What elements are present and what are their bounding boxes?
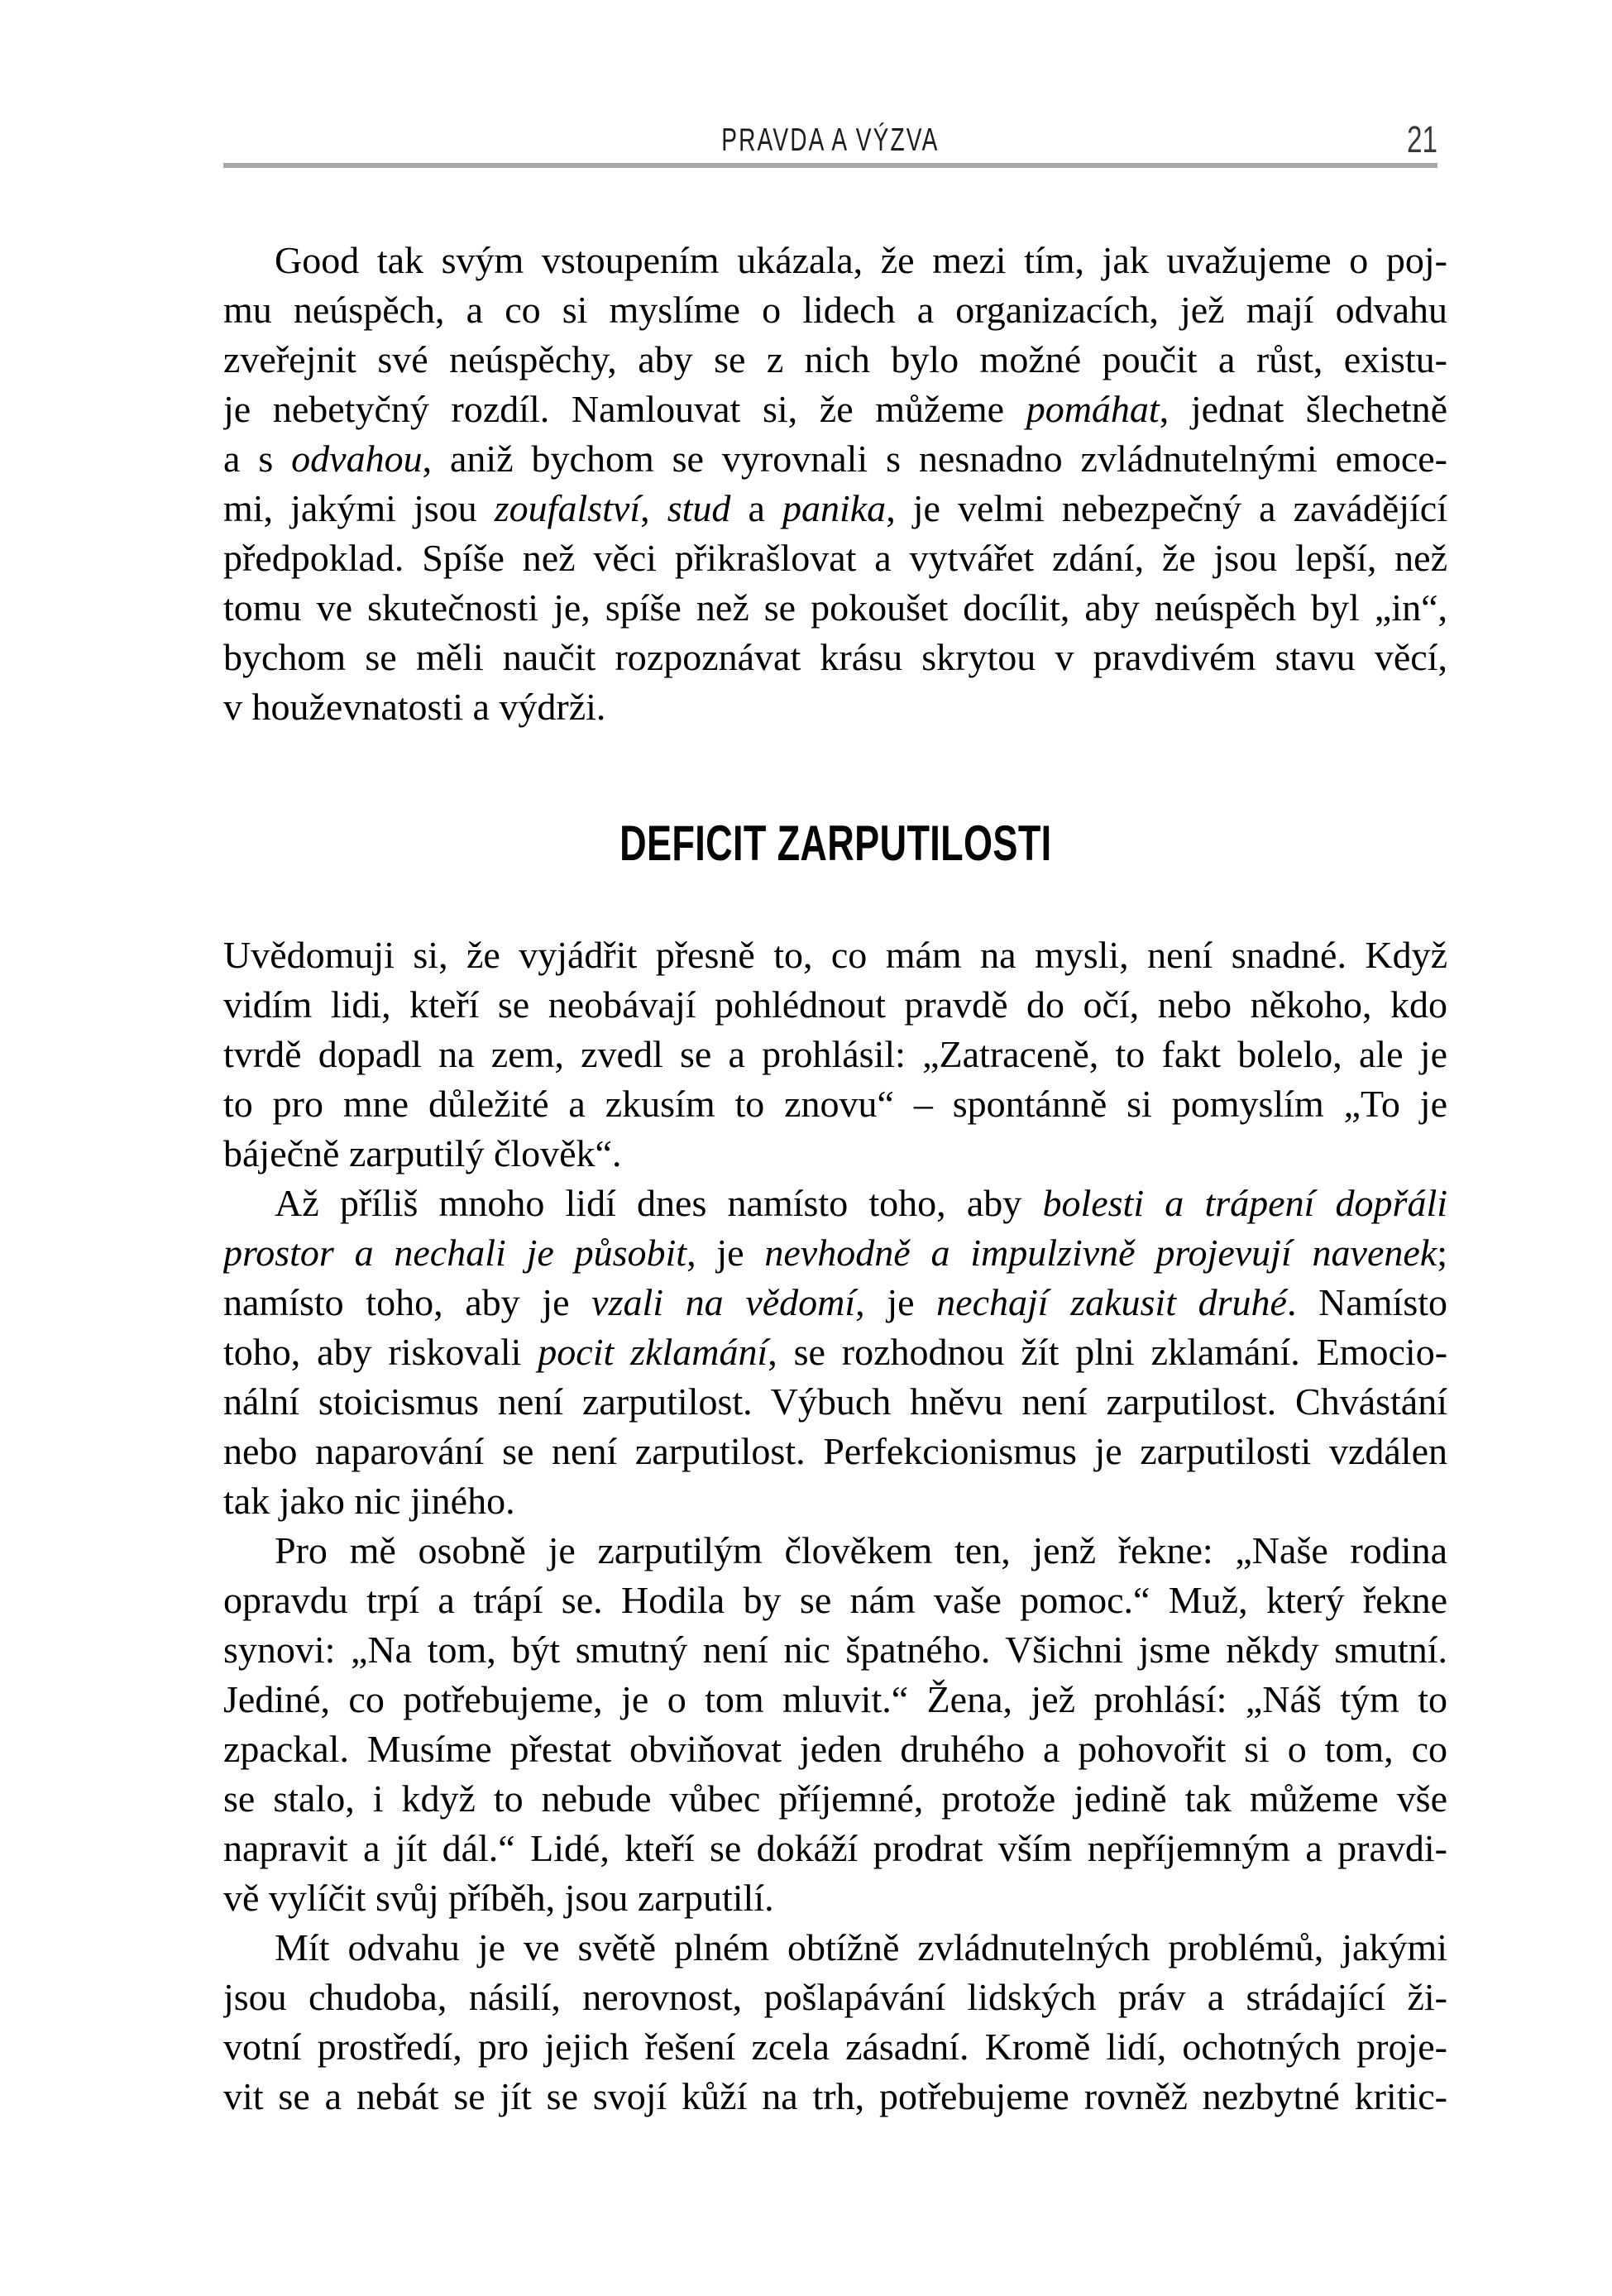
text-line: v houževnatosti a výdrži. — [223, 686, 606, 728]
text-line: napravit a jít dál.“ Lidé, kteří se dokáží prodrat vším nepříjemným a pravdi- — [223, 1827, 1447, 1869]
text-line: báječně zarputilý člověk“. — [223, 1132, 622, 1174]
text-line: a s odvahou, aniž bychom se vyrovnali s nesnadno zvládnutelnými emoce- — [223, 438, 1447, 480]
text-line: tak jako nic jiného. — [223, 1480, 515, 1522]
text-line: opravdu trpí a trápí se. Hodila by se nám vaše pomoc.“ Muž, který řekne — [223, 1579, 1447, 1621]
paragraph — [223, 236, 1447, 732]
text-line: votní prostředí, pro jejich řešení zcela zásadní. Kromě lidí, ochotných proje- — [223, 2026, 1447, 2068]
text-line: Až příliš mnoho lidí dnes namísto toho, aby bolesti a trápení dopřáli — [275, 1182, 1447, 1224]
paragraph — [223, 1526, 1447, 1923]
text-line: zpackal. Musíme přestat obviňovat jeden druhého a pohovořit si o tom, co — [223, 1728, 1447, 1770]
text-line: toho, aby riskovali pocit zklamání, se rozhodnou žít plni zklamání. Emocio- — [223, 1331, 1447, 1373]
text-line: jsou chudoba, násilí, nerovnost, pošlapávání lidských práv a strádající ži- — [223, 1976, 1447, 2018]
running-header — [223, 118, 1437, 162]
text-line: prostor a nechali je působit, je nevhodně a impulzivně projevují navenek; — [223, 1232, 1447, 1274]
text-line: zveřejnit své neúspěchy, aby se z nich bylo možné poučit a růst, existu- — [223, 338, 1447, 380]
section-heading — [223, 815, 1447, 873]
text-line: synovi: „Na tom, být smutný není nic špatného. Všichni jsme někdy smutní. — [223, 1629, 1447, 1671]
text-line: je nebetyčný rozdíl. Namlouvat si, že můžeme pomáhat, jednat šlechetně — [223, 388, 1447, 430]
text-line: nebo naparování se není zarputilost. Perfekcionismus je zarputilosti vzdálen — [223, 1430, 1447, 1472]
text-line: Jediné, co potřebujeme, je o tom mluvit.“ Žena, jež prohlásí: „Náš tým to — [223, 1678, 1447, 1720]
text-line: bychom se měli naučit rozpoznávat krásu skrytou v pravdivém stavu věcí, — [223, 636, 1447, 678]
text-line: předpoklad. Spíše než věci přikrašlovat a vytvářet zdání, že jsou lepší, než — [223, 537, 1447, 579]
text-line: nální stoicismus není zarputilost. Výbuch hněvu není zarputilost. Chvástání — [223, 1380, 1447, 1423]
paragraph — [223, 1179, 1447, 1526]
section-heading-text: DEFICIT ZARPUTILOSTI — [619, 816, 1052, 871]
page-number: 21 — [1406, 118, 1437, 160]
text-line: tomu ve skutečnosti je, spíše než se pokoušet docílit, aby neúspěch byl „in“, — [223, 586, 1447, 629]
page-body — [223, 236, 1447, 2121]
text-line: Uvědomuji si, že vyjádřit přesně to, co mám na mysli, není snadné. Když — [223, 934, 1447, 976]
header-rule — [223, 163, 1437, 168]
text-line: vě vylíčit svůj příběh, jsou zarputilí. — [223, 1877, 774, 1919]
text-line: se stalo, i když to nebude vůbec příjemné, protože jedině tak můžeme vše — [223, 1777, 1447, 1820]
text-line: Mít odvahu je ve světě plném obtížně zvládnutelných problémů, jakými — [275, 1926, 1447, 1968]
paragraph — [223, 930, 1447, 1179]
text-line: mi, jakými jsou zoufalství, stud a panika, je velmi nebezpečný a zavádějící — [223, 487, 1447, 529]
text-line: vidím lidi, kteří se neobávají pohlédnout pravdě do očí, nebo někoho, kdo — [223, 983, 1447, 1026]
paragraph — [223, 1923, 1447, 2121]
running-header-title: PRAVDA A VÝZVA — [721, 122, 940, 158]
running-header-title-wrap — [223, 118, 1437, 160]
text-line: Pro mě osobně je zarputilým člověkem ten, jenž řekne: „Naše rodina — [275, 1529, 1447, 1571]
text-line: Good tak svým vstoupením ukázala, že mezi tím, jak uvažujeme o poj- — [275, 239, 1447, 281]
text-line: mu neúspěch, a co si myslíme o lidech a organizacích, jež mají odvahu — [223, 289, 1447, 331]
text-line: namísto toho, aby je vzali na vědomí, je nechají zakusit druhé. Namísto — [223, 1281, 1447, 1323]
text-line: to pro mne důležité a zkusím to znovu“ – spontánně si pomyslím „To je — [223, 1083, 1447, 1125]
text-line: vit se a nebát se jít se svojí kůží na trh, potřebujeme rovněž nezbytné kritic- — [223, 2075, 1447, 2117]
text-line: tvrdě dopadl na zem, zvedl se a prohlásil: „Zatraceně, to fakt bolelo, ale je — [223, 1033, 1447, 1075]
